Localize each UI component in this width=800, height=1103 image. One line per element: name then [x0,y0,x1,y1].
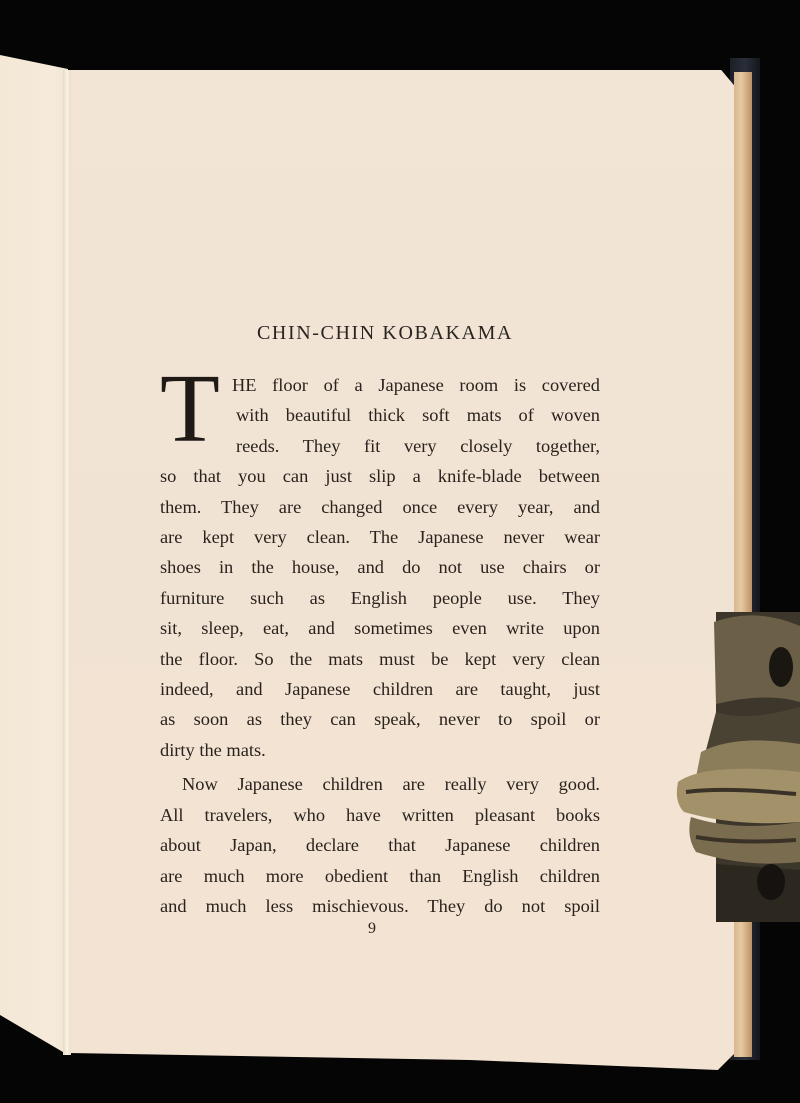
text-line: them. They are changed once every year, and [160,496,600,517]
text-line: shoes in the house, and do not use chairs or [160,557,600,578]
text-line: All travelers, who have written pleasant books [160,804,600,825]
text-line: about Japan, declare that Japanese children [160,835,600,856]
paragraph-2 [160,769,600,921]
left-page [0,55,68,1055]
text-line: furniture such as English people use. They [160,587,600,608]
text-line: so that you can just slip a knife-blade between [160,466,600,487]
text-line: as soon as they can speak, never to spoil or [160,709,600,730]
text-line: are kept very clean. The Japanese never wear [160,527,600,548]
text-line: the floor. So the mats must be kept very clean [160,648,600,669]
text-line: sit, sleep, eat, and sometimes even write upon [160,618,600,639]
text-line: Now Japanese children are really very good. [182,774,600,795]
book-gutter [63,70,71,1055]
page-number: 9 [368,920,376,937]
text-line: reeds. They fit very closely together, [236,435,600,456]
text-line: indeed, and Japanese children are taught, just [160,679,600,700]
text-line: HE floor of a Japanese room is covered [232,375,600,395]
text-line: with beautiful thick soft mats of woven [236,405,600,426]
paragraph-1 [160,355,600,765]
book-clip-icon [676,612,800,922]
drop-cap: T [160,355,220,463]
text-line: and much less mischievous. They do not spoil [160,895,600,916]
page-text [160,318,600,921]
chapter-title: CHIN-CHIN KOBAKAMA [256,322,514,344]
text-line: dirty the mats. [160,739,266,760]
text-line: are much more obedient than English children [160,865,600,886]
